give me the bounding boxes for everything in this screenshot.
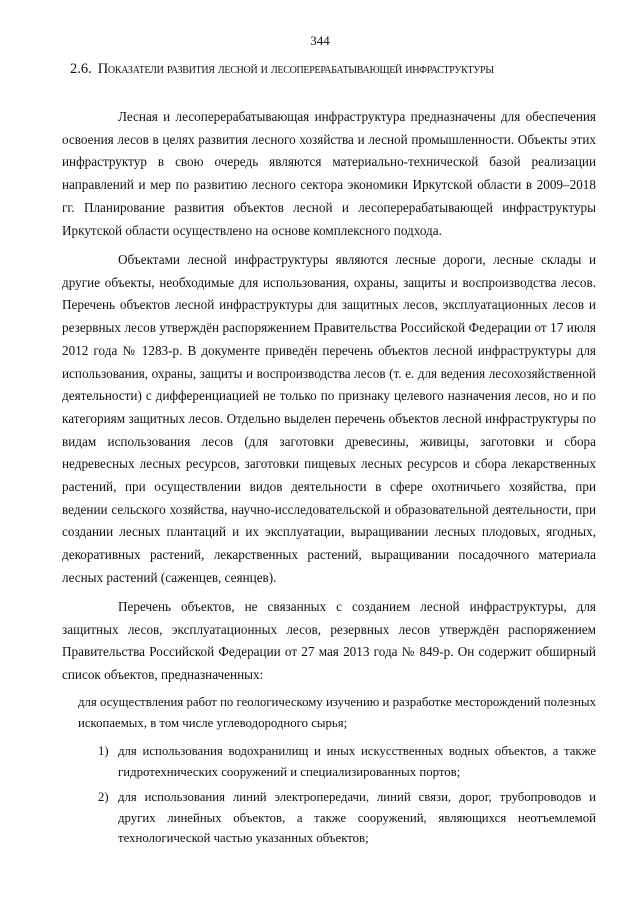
paragraph-infrastructure-purpose: Лесная и лесоперерабатывающая инфраструктура предназначены для обеспечения освоения лесов в целях развития лесного хозяйства и лесной промышленности. Объекты этих инфраструктур в свою очередь являются материально-технической базой реализации направлений и мер по развитию лесного сектора экономики Иркутской области в 2009–2018 гг. Планирование развития объектов лесной и лесоперерабатывающей инфраструктуры Иркутской области осуществлено на основе комплексного подхода. (62, 109, 596, 238)
section-number: 2.6. (70, 61, 92, 77)
list-item (78, 741, 596, 782)
list-item (78, 787, 596, 849)
list-intro-item: для осуществления работ по геологическому изучению и разработке месторождений полезных ископаемых, в том числе углеводородного сырья; (78, 695, 596, 730)
section-title: Показатели развития лесной и лесоперерабатывающей инфраструктуры (97, 61, 494, 77)
page-number: 344 (310, 33, 330, 48)
list-item-text: для использования водохранилищ и иных искусственных водных объектов, а также гидротехнических сооружений и специализированных портов; (118, 744, 596, 779)
list-item-text: для использования линий электропередачи, линий связи, дорог, трубопроводов и других линейных объектов, а также сооружений, являющихся неотъемлемой технологической частью указанных объектов; (118, 790, 596, 845)
section-heading (70, 61, 630, 78)
list-marker: 1) (98, 744, 109, 758)
paragraph-forest-infrastructure-objects: Объектами лесной инфраструктуры являются лесные дороги, лесные склады и другие объекты, необходимые для использования, охраны, защиты и воспроизводства лесов. Перечень объектов лесной инфраструктуры для защитных лесов, эксплуатационных лесов и резервных лесов утверждён распоряжением Правительства Российской Федерации от 17 июля 2012 года № 1283-р. В документе приведён перечень объектов лесной инфраструктуры для использования, охраны, защиты и воспроизводства лесов (т. е. для ведения лесохозяйственной деятельности) с дифференциацией не только по признаку целевого назначения лесов, но и по категориям защитных лесов. Отдельно выделен перечень объектов лесной инфраструктуры по видам использования лесов (для заготовки древесины, живицы, заготовки и сбора недревесных лесных ресурсов, заготовки пищевых лесных ресурсов и сбора лекарственных растений, при осуществлении видов деятельности в сфере охотничьего хозяйства, при ведении сельского хозяйства, научно-исследовательской и образовательной деятельности, при создании лесных плантаций и их эксплуатации, выращивании лесных плодовых, ягодных, декоративных растений, лекарственных растений, выращивании посадочного материала лесных растений (саженцев, сеянцев). (62, 252, 596, 585)
list-marker: 2) (98, 790, 109, 804)
paragraph-non-infrastructure-objects: Перечень объектов, не связанных с созданием лесной инфраструктуры, для защитных лесов, эксплуатационных лесов, резервных лесов утверждён распоряжением Правительства Российской Федерации от 27 мая 2013 года № 849-р. Он содержит обширный список объектов, предназначенных: (62, 599, 596, 683)
